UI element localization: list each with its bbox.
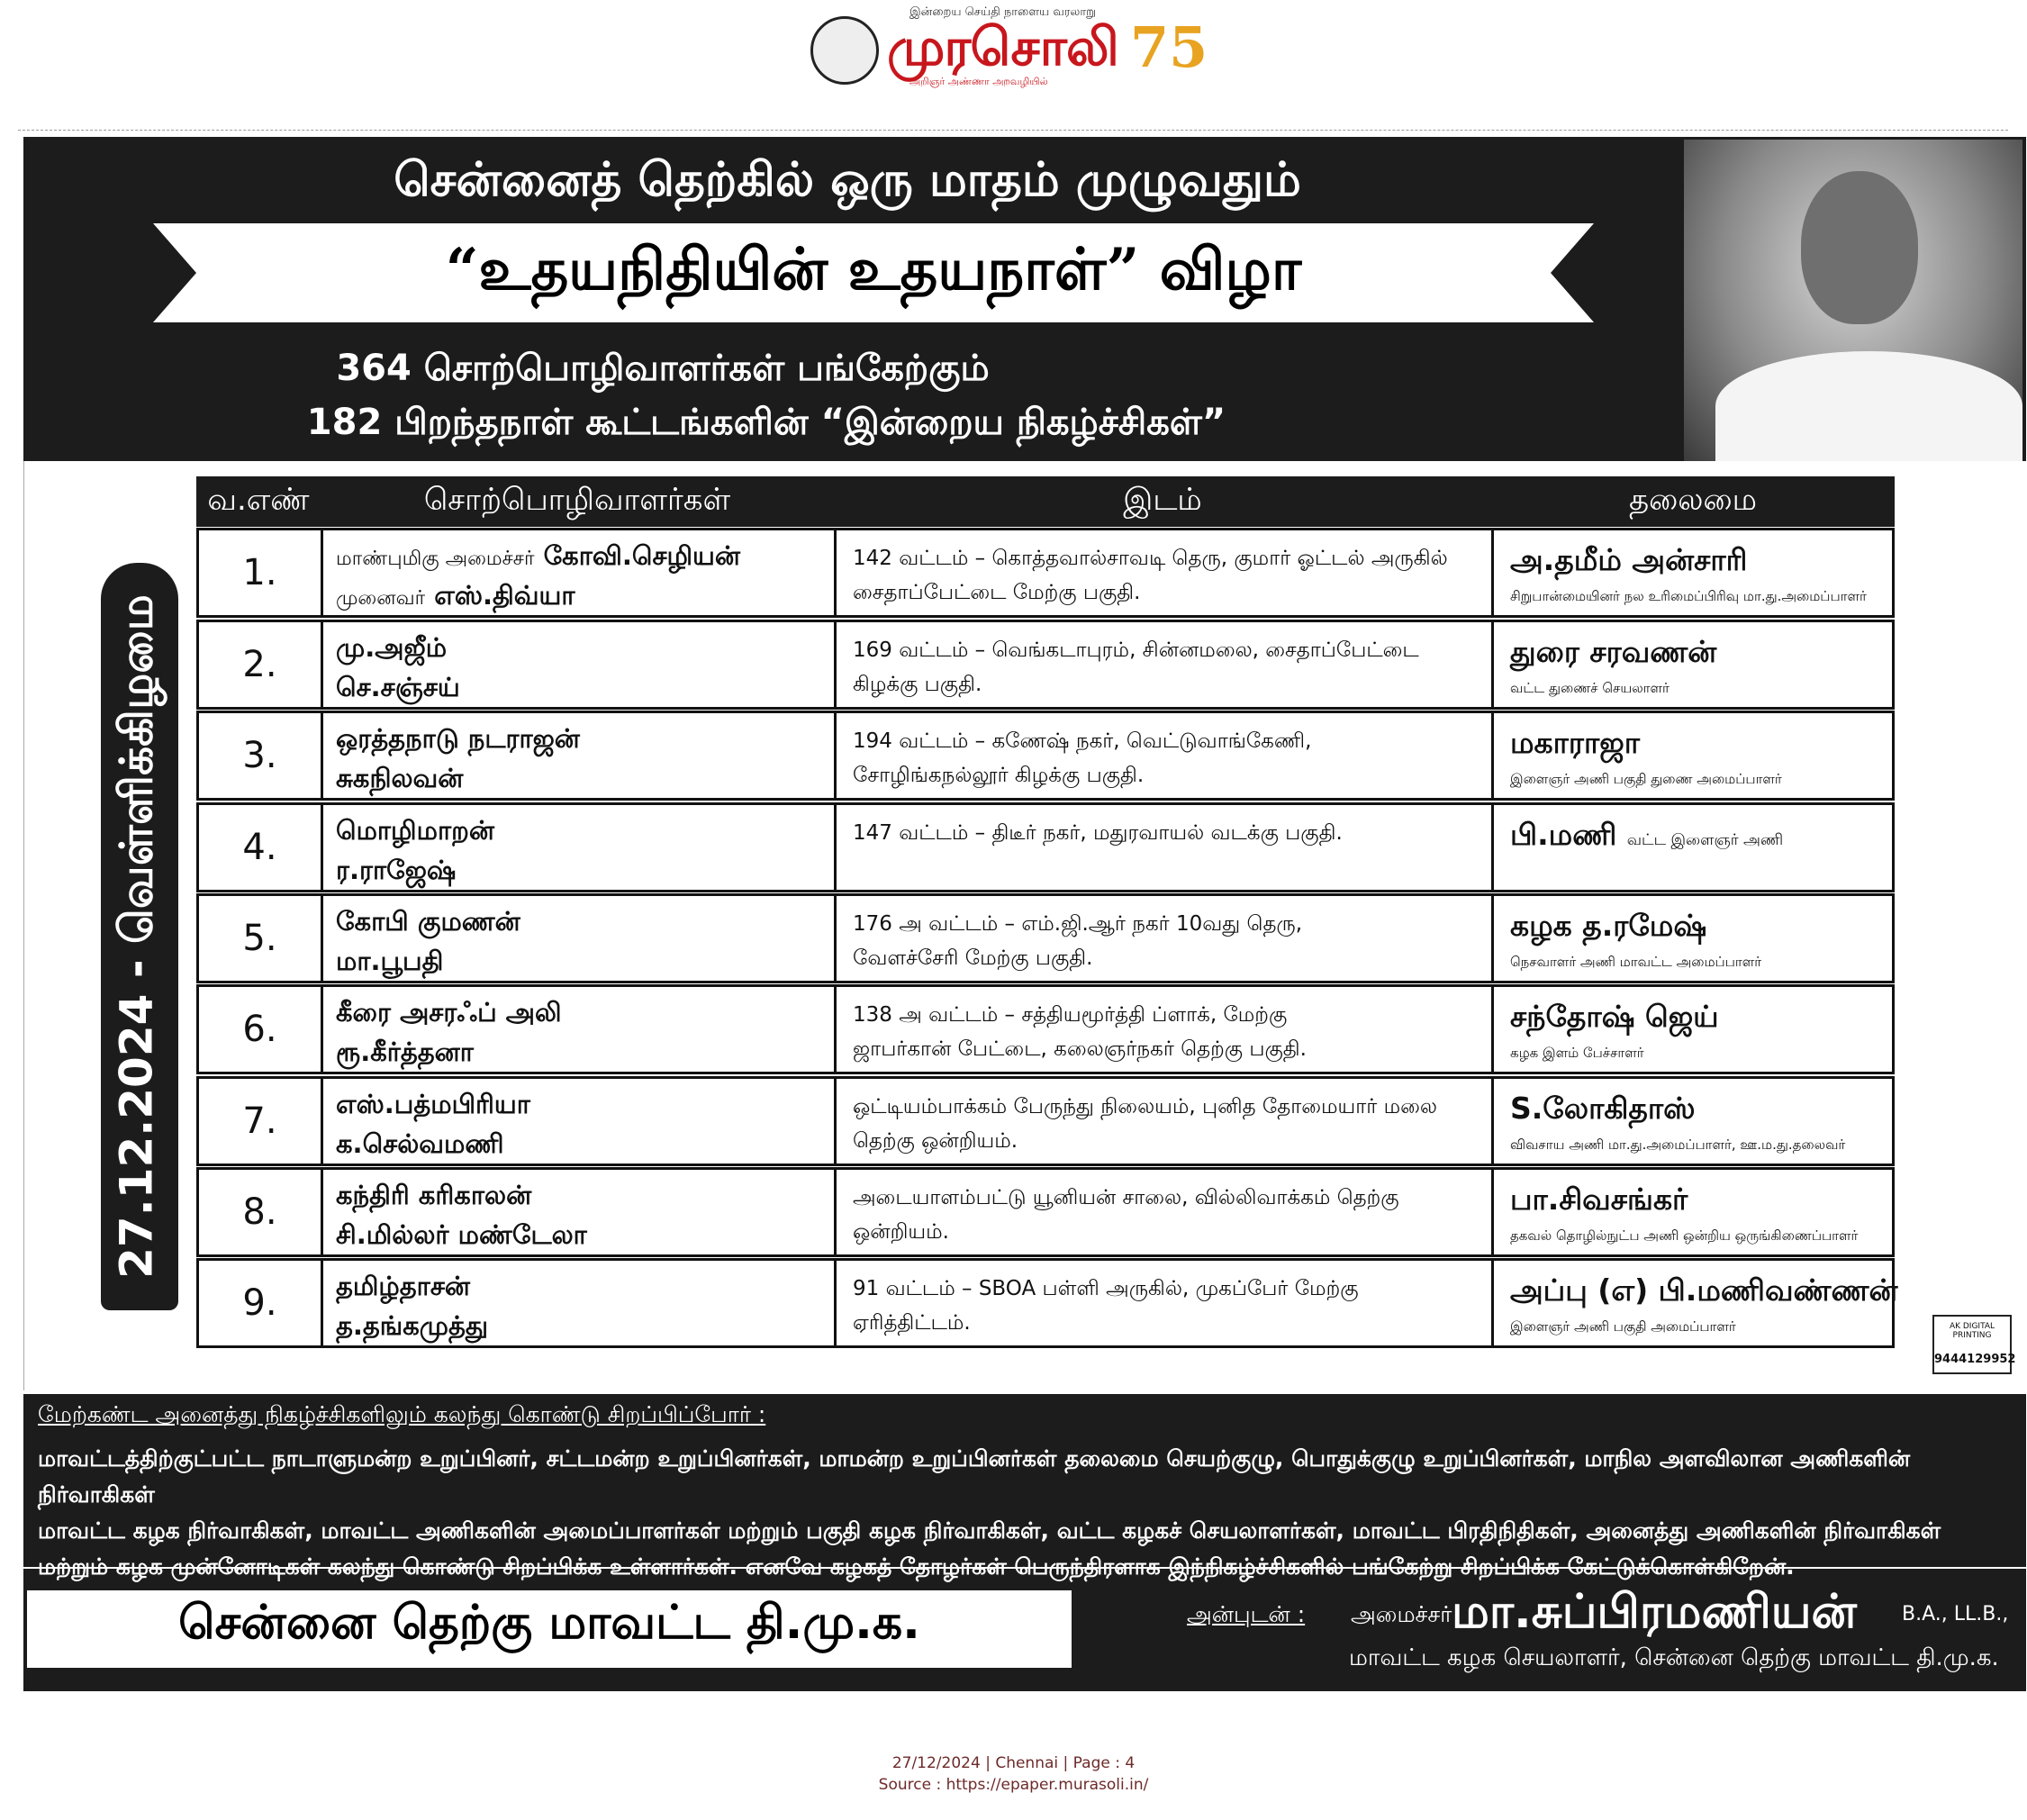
place-cell (837, 1261, 1494, 1345)
speaker-1 (336, 994, 821, 1034)
printer-stamp (1932, 1315, 2016, 1374)
leader-name-line (1510, 1270, 1898, 1317)
speaker-1-name: கோவி.செழியன் (543, 540, 741, 571)
table-row (196, 893, 1895, 983)
speaker-2-name: செ.சஞ்சய் (336, 672, 460, 702)
page-source-line: Source : https://epaper.murasoli.in/ (878, 1776, 1149, 1794)
leader-name-line (1510, 814, 1876, 861)
leader-role: சிறுபான்மையினர் நல உரிமைப்பிரிவு மா.து.அமைப்பாளர் (1510, 588, 1867, 604)
table-row (196, 528, 1895, 618)
speakers-cell (323, 805, 837, 890)
speaker-2 (336, 1034, 821, 1073)
speaker-1-name: ஒரத்தநாடு நடராஜன் (336, 723, 580, 754)
speaker-1-name: கந்திரி கரிகாலன் (336, 1180, 532, 1210)
signature-prefix: அமைச்சர் (1351, 1601, 1452, 1627)
place-cell (837, 987, 1494, 1072)
place-line-2: கிழக்கு பகுதி. (853, 673, 982, 696)
attendees-text (38, 1441, 2019, 1585)
leader-name: கழக த.ரமேஷ் (1510, 908, 1707, 943)
speaker-2 (336, 669, 821, 709)
header-serial: வ.எண் (207, 482, 310, 518)
speaker-2 (336, 943, 821, 982)
organization-name: சென்னை தெற்கு மாவட்ட தி.மு.க. (178, 1596, 920, 1650)
speakers-cell (323, 896, 837, 981)
attendees-intro: மேற்கண்ட அனைத்து நிகழ்ச்சிகளிலும் கலந்து கொண்டு சிறப்பிப்போர் : (38, 1401, 766, 1427)
speakers-cell (323, 530, 837, 615)
leader-cell (1494, 1079, 1892, 1164)
leader-role: கழக இளம் பேச்சாளர் (1510, 1045, 1644, 1061)
header-place: இடம் (1123, 482, 1202, 518)
speaker-1-name: எஸ்.பத்மபிரியா (336, 1089, 530, 1119)
leader-name: அப்பு (எ) பி.மணிவண்ணன் (1510, 1272, 1898, 1308)
place-cell (837, 622, 1494, 707)
clipped-edge-divider (18, 99, 2008, 131)
place-line-1: ஒட்டியம்பாக்கம் பேருந்து நிலையம், புனித தோமையார் மலை (853, 1095, 1437, 1118)
speaker-2-name: ரூ.கீர்த்தனா (336, 1037, 474, 1067)
speaker-2-name: எஸ்.திவ்யா (434, 580, 575, 611)
table-row (196, 711, 1895, 801)
table-row (196, 984, 1895, 1074)
headline-line-3: 364 சொற்பொழிவாளர்கள் பங்கேற்கும் (336, 348, 990, 389)
leader-name-line (1510, 905, 1876, 952)
speakers-cell (323, 622, 837, 707)
speaker-2 (336, 760, 821, 800)
serial-number: 1. (199, 530, 323, 615)
table-row (196, 1167, 1895, 1257)
place-cell (837, 1079, 1494, 1164)
place-line-2: சோழிங்கநல்லூர் கிழக்கு பகுதி. (853, 764, 1145, 787)
place-line-2: ஜாபர்கான் பேட்டை, கலைஞர்நகர் தெற்கு பகுதி. (853, 1037, 1307, 1061)
table-row (196, 620, 1895, 710)
leader-role: விவசாய அணி மா.து.அமைப்பாளர், ஊ.ம.து.தலைவர் (1510, 1136, 1846, 1153)
place-line-1: 142 வட்டம் – கொத்தவால்சாவடி தெரு, குமார் ஓட்டல் அருகில் (853, 547, 1448, 570)
portrait-shirt (1715, 351, 2022, 461)
speakers-cell (323, 1170, 837, 1254)
speaker-1 (336, 1086, 821, 1126)
anniversary-badge: 75 (1130, 14, 1208, 80)
portrait-face (1801, 171, 1918, 324)
signature-name: மா.சுப்பிரமணியன் (1452, 1585, 1857, 1639)
table-row (196, 1258, 1898, 1348)
leader-cell (1494, 896, 1892, 981)
header-leader: தலைமை (1628, 482, 1758, 518)
newspaper-title: முரசொலி (887, 16, 1118, 77)
leader-name-line (1510, 996, 1876, 1043)
party-emblem-icon (810, 16, 879, 85)
serial-number: 9. (199, 1261, 323, 1345)
speakers-cell (323, 987, 837, 1072)
attendees-line-2: மாவட்ட கழக நிர்வாகிகள், மாவட்ட அணிகளின் அமைப்பாளர்கள் மற்றும் பகுதி கழக நிர்வாகிகள், வட்ட கழகச் செயலாளர்கள், மாவட்ட பிரதிநிதிகள், அனைத்து அணிகளின் நிர்வாகிகள் (38, 1517, 1941, 1544)
speaker-1-name: மு.அஜீம் (336, 632, 448, 663)
speakers-cell (323, 1079, 837, 1164)
speaker-1 (336, 812, 821, 852)
serial-number: 6. (199, 987, 323, 1072)
leader-name-line (1510, 539, 1876, 586)
speaker-1 (336, 1268, 821, 1308)
place-cell (837, 530, 1494, 615)
leader-name: மகாராஜா (1510, 725, 1640, 760)
headline-line-4: 182 பிறந்தநாள் கூட்டங்களின் “இன்றைய நிகழ்ச்சிகள்” (306, 402, 1226, 443)
speaker-2-name: மா.பூபதி (336, 946, 444, 976)
place-line-1: அடையாளம்பட்டு யூனியன் சாலை, வில்லிவாக்கம் தெற்கு (853, 1186, 1399, 1209)
leader-cell (1494, 713, 1892, 798)
leader-suffix: வட்ட இளைஞர் அணி (1626, 831, 1784, 849)
place-cell (837, 896, 1494, 981)
headline-line-1: சென்னைத் தெற்கில் ஒரு மாதம் முழுவதும் (394, 153, 1301, 207)
place-cell (837, 713, 1494, 798)
serial-number: 8. (199, 1170, 323, 1254)
place-line-1: 138 அ வட்டம் – சத்தியமூர்த்தி ப்ளாக், மேற்கு (853, 1003, 1288, 1027)
event-date: 27.12.2024 - வெள்ளிக்கிழமை (110, 594, 163, 1279)
speaker-1 (336, 1177, 821, 1217)
table-row (196, 1076, 1895, 1166)
speaker-1 (336, 629, 821, 669)
leader-name: சந்தோஷ் ஜெய் (1510, 999, 1719, 1034)
speaker-2 (336, 852, 821, 892)
serial-number: 2. (199, 622, 323, 707)
speakers-cell (323, 1261, 837, 1345)
place-line-2: தெற்கு ஒன்றியம். (853, 1129, 1018, 1153)
serial-number: 3. (199, 713, 323, 798)
speaker-2-prefix: முனைவர் (336, 587, 426, 610)
serial-number: 7. (199, 1079, 323, 1164)
signature-label: அன்புடன் : (1187, 1601, 1306, 1627)
header-speakers: சொற்பொழிவாளர்கள் (423, 482, 731, 518)
leader-role: நெசவாளர் அணி மாவட்ட அமைப்பாளர் (1510, 954, 1762, 970)
headline-line-2: “உதயநிதியின் உதயநாள்” விழா (445, 236, 1302, 303)
printer-name: AK DIGITAL PRINTING (1949, 1322, 1995, 1340)
leader-name: பி.மணி (1510, 817, 1617, 852)
leader-cell (1494, 805, 1892, 890)
page-date-line: 27/12/2024 | Chennai | Page : 4 (891, 1754, 1136, 1772)
speaker-1-name: கோபி குமணன் (336, 906, 520, 937)
place-line-2: ஏரித்திட்டம். (853, 1311, 971, 1335)
speaker-2 (336, 1217, 821, 1256)
place-line-1: 194 வட்டம் – கணேஷ் நகர், வெட்டுவாங்கேணி, (853, 729, 1312, 753)
leader-name: அ.தமீம் அன்சாரி (1510, 542, 1748, 577)
table-row (196, 802, 1895, 892)
leader-name-line (1510, 1088, 1876, 1135)
leader-cell (1494, 987, 1892, 1072)
serial-number: 4. (199, 805, 323, 890)
leader-name-line (1510, 1179, 1876, 1226)
place-cell (837, 805, 1494, 890)
place-line-1: 169 வட்டம் – வெங்கடாபுரம், சின்னமலை, சைதாப்பேட்டை (853, 638, 1419, 662)
speaker-1 (336, 720, 821, 760)
speaker-2-name: ர.ராஜேஷ் (336, 855, 457, 885)
place-line-2: வேளச்சேரி மேற்கு பகுதி. (853, 946, 1093, 970)
speaker-2 (336, 1126, 821, 1165)
speakers-cell (323, 713, 837, 798)
printer-phone: 9444129952 (1934, 1353, 2016, 1366)
place-line-1: 176 அ வட்டம் – எம்.ஜி.ஆர் நகர் 10வது தெரு, (853, 912, 1303, 936)
leader-name: துரை சரவணன் (1510, 634, 1717, 669)
masthead-subtitle: அறிஞர் அண்ணா அறவழியில் (909, 76, 1048, 87)
leader-cell (1494, 1261, 1898, 1345)
place-line-1: 147 வட்டம் – திடீர் நகர், மதுரவாயல் வடக்கு பகுதி. (853, 821, 1343, 845)
table-header (196, 476, 1895, 527)
leader-role: இளைஞர் அணி பகுதி அமைப்பாளர் (1510, 1318, 1736, 1335)
leader-role: தகவல் தொழில்நுட்ப அணி ஒன்றிய ஒருங்கிணைப்பாளர் (1510, 1227, 1859, 1244)
footer-divider (23, 1567, 2026, 1569)
speaker-2-name: சுகநிலவன் (336, 763, 464, 793)
leader-name-line (1510, 722, 1876, 769)
leader-name-line (1510, 631, 1876, 678)
speaker-2-name: சி.மில்லர் மண்டேலா (336, 1219, 587, 1250)
speaker-2 (336, 1308, 821, 1347)
leader-cell (1494, 622, 1892, 707)
place-line-1: 91 வட்டம் – SBOA பள்ளி அருகில், முகப்பேர் மேற்கு (853, 1277, 1359, 1300)
speaker-1-prefix: மாண்புமிகு அமைச்சர் (336, 548, 535, 570)
speaker-2 (336, 577, 821, 617)
leader-role: இளைஞர் அணி பகுதி துணை அமைப்பாளர் (1510, 771, 1782, 787)
speaker-1-name: மொழிமாறன் (336, 815, 494, 846)
speaker-2-name: க.செல்வமணி (336, 1128, 504, 1159)
leader-cell (1494, 1170, 1892, 1254)
place-cell (837, 1170, 1494, 1254)
speaker-1 (336, 538, 821, 577)
place-line-2: ஒன்றியம். (853, 1220, 949, 1244)
serial-number: 5. (199, 896, 323, 981)
speaker-1-name: கீரை அசரஃப் அலி (336, 997, 562, 1028)
signature-title: மாவட்ட கழக செயலாளர், சென்னை தெற்கு மாவட்ட தி.மு.க. (1349, 1644, 1999, 1671)
attendees-line-3: மற்றும் கழக முன்னோடிகள் கலந்து கொண்டு சிறப்பிக்க உள்ளார்கள். எனவே கழகத் தோழர்கள் பெருந்திரளாக இந்நிகழ்ச்சிகளில் பங்கேற்று சிறப்பிக்க கேட்டுக்கொள்கிறேன். (38, 1553, 1795, 1580)
leader-name: பா.சிவசங்கர் (1510, 1182, 1688, 1217)
place-line-2: சைதாப்பேட்டை மேற்கு பகுதி. (853, 581, 1141, 604)
signature-degree: B.A., LL.B., (1902, 1603, 2009, 1625)
speaker-1 (336, 903, 821, 943)
leader-cell (1494, 530, 1892, 615)
speaker-2-name: த.தங்கமுத்து (336, 1310, 488, 1341)
leader-name: S.லோகிதாஸ் (1510, 1091, 1696, 1126)
attendees-line-1: மாவட்டத்திற்குட்பட்ட நாடாளுமன்ற உறுப்பினர், சட்டமன்ற உறுப்பினர்கள், மாமன்ற உறுப்பினர்கள் தலைமை செயற்குழு, பொதுக்குழு உறுப்பினர்கள், மாநில அளவிலான அணிகளின் நிர்வாகிகள் (38, 1445, 1911, 1508)
leader-role: வட்ட துணைச் செயலாளர் (1510, 680, 1670, 696)
masthead-tagline: இன்றைய செய்தி நாளைய வரலாறு (909, 5, 1096, 19)
speaker-1-name: தமிழ்தாசன் (336, 1271, 470, 1301)
